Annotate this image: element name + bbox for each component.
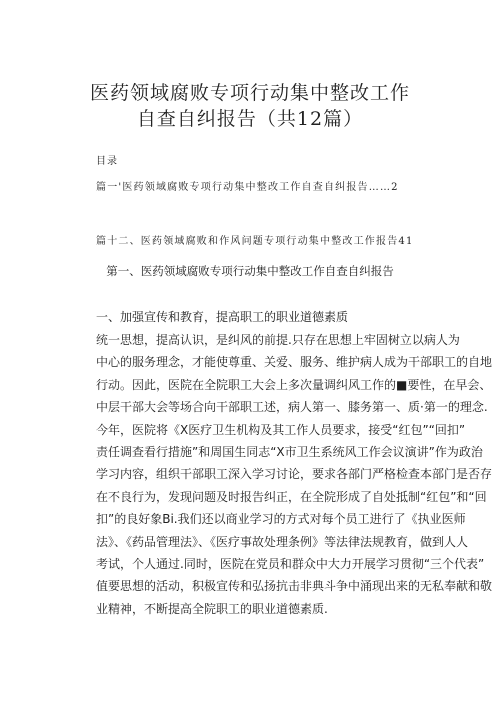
body-line: 法》、《药品管理法》、《医疗事故处理条例》等法律法规教育，做到人人 [96,534,469,549]
body-line: 统一思想，提高认识，是纠风的前提.只存在思想上牢固树立以病人为 [96,333,460,347]
body-paragraph [96,329,493,620]
toc-entry-1[interactable]: 篇一'医药领域腐败专项行动集中整改工作自查自纠报告……2 [96,182,399,193]
body-line: 考试，个人通过.同时，医院在党员和群众中大力开展学习贯彻“三个代表” [96,557,485,572]
section-title: 第一、医药领域腐败专项行动集中整改工作自查自纠报告 [106,264,394,278]
document-title-line-2: 自查自纠报告（共12篇） [136,108,364,130]
body-line: 在不良行为，发现问题及时报告纠正，在全院形成了自处抵制“红包”和“回 [96,489,487,504]
body-line: 中心的服务理念，才能使尊重、关爱、服务、维护病人成为干部职工的自地 [96,355,493,370]
body-line: 学习内容，组织干部职工深入学习讨论，要求各部门严格检查本部门是否存 [96,467,493,482]
body-line: 业精神，不断提高全院职工的职业道德素质. [96,601,328,616]
body-line: 行动。因此，医院在全院职工大会上多次量调纠风工作的■要性，在早会、 [96,377,492,392]
body-line: 值要思想的活动，积极宣传和弘扬抗击非典斗争中涌现出来的无私奉献和敬 [96,579,493,594]
document-title-line-1: 医药领域腐败专项行动集中整改工作 [89,82,410,104]
body-line: 责任调查看行措施”和周国生同志“X市卫生系统风工作会议演讲”作为政治 [96,445,483,460]
section-heading-1: 一、加强宣传和教育，提高职工的职业道德素质 [96,310,349,324]
body-line: 扣”的良好象Bi.我们还以商业学习的方式对每个员工进行了《执业医师 [96,512,466,527]
toc-heading: 目录 [96,156,118,167]
body-line: 中层干部大会等场合向干部职工述，病人第一、膝务第一、质·第一的理念. [96,400,488,415]
body-line: 今年，医院将《X医疗卫生机构及其工作人员要求，接受“红包”“回扣” [96,422,466,437]
toc-entry-12[interactable]: 篇十二、医药领域腐败和作风问题专项行动集中整改工作报告41 [96,236,414,247]
